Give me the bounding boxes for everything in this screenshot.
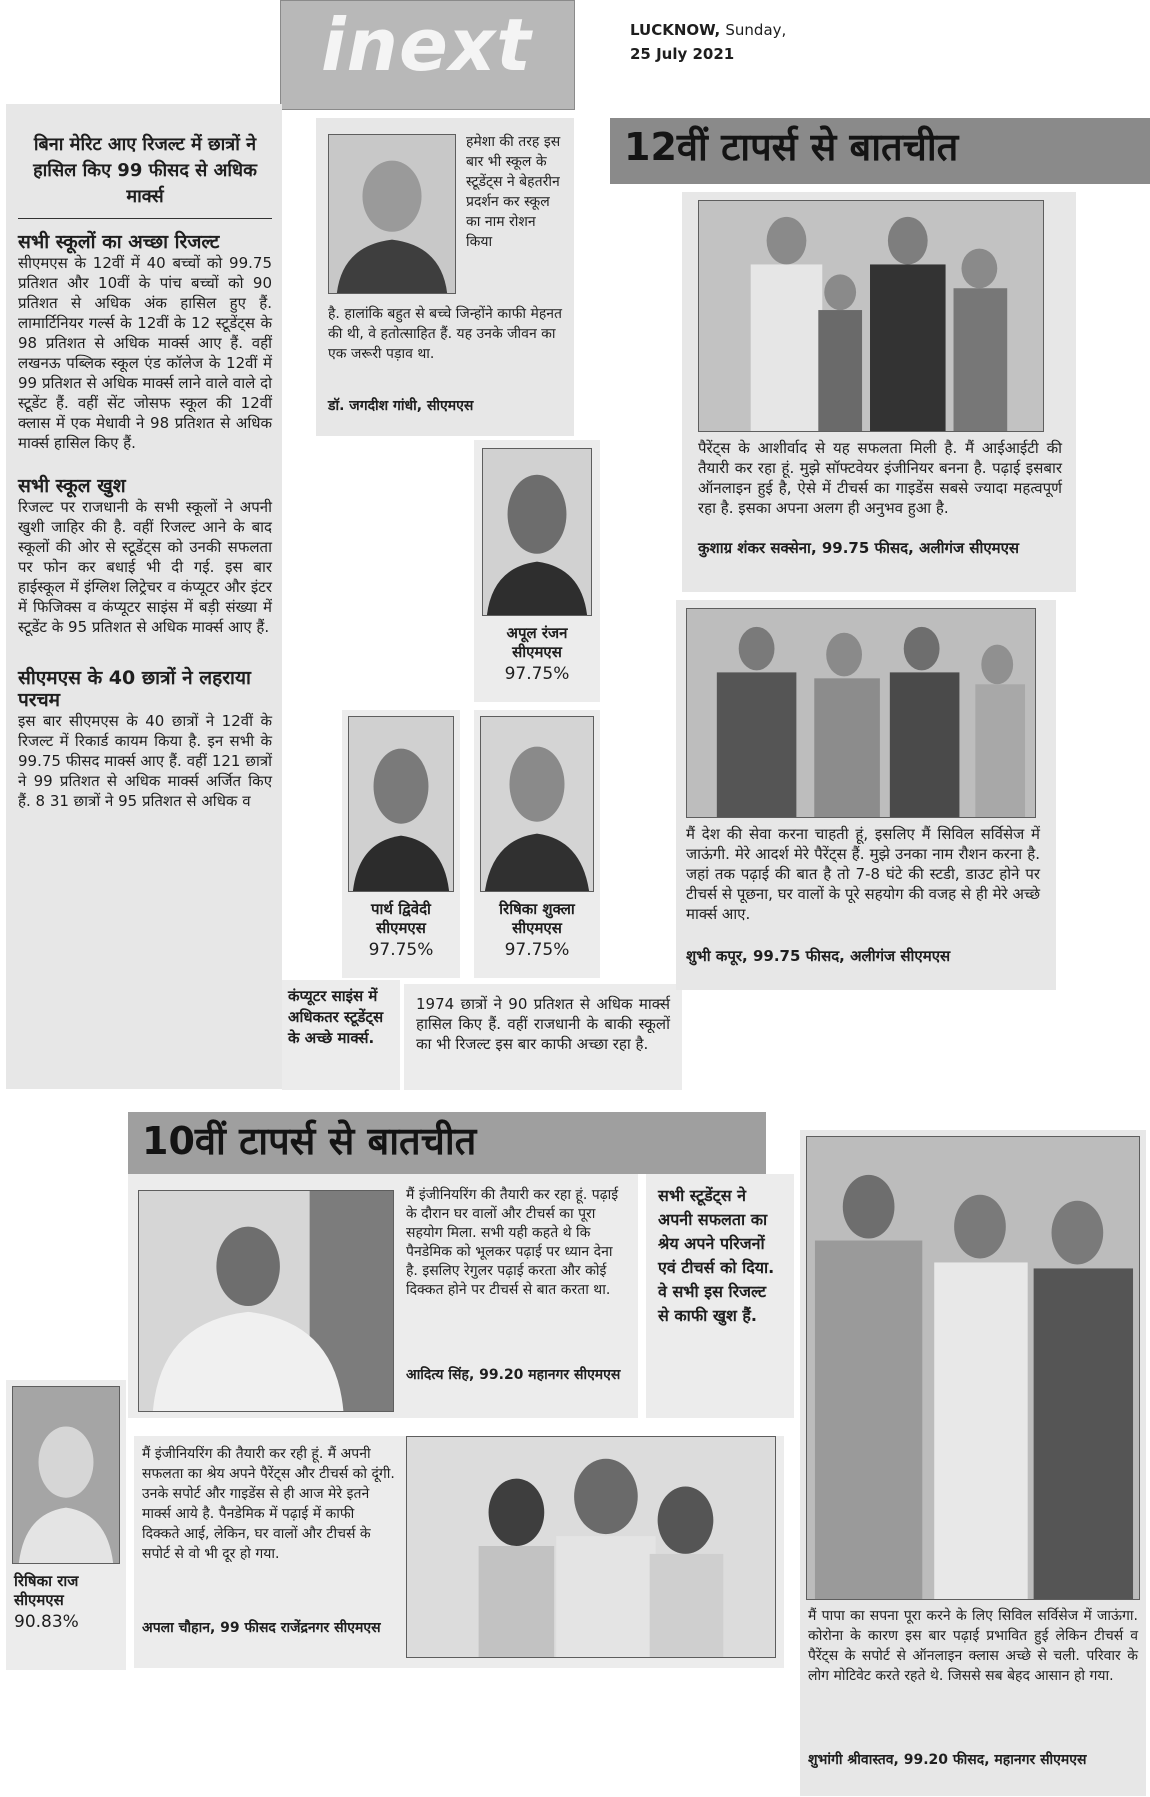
- aditya-photo: [138, 1190, 394, 1412]
- tenth-banner-text: 10वीं टापर्स से बातचीत: [142, 1119, 477, 1163]
- shubhangi-clipping: [800, 1130, 1146, 1796]
- apul-percent: 97.75%: [504, 664, 570, 684]
- parth-percent: 97.75%: [368, 940, 434, 960]
- left-section2-heading: सभी स्कूल खुश: [18, 475, 126, 497]
- gandhi-clipping: [316, 118, 574, 436]
- gandhi-side-text: हमेशा की तरह इस बार भी स्कूल के स्टूडेंट्स ने बेहतरीन प्रदर्शन कर स्कूल का नाम रोशन किया: [466, 134, 561, 250]
- apala-byline: अपला चौहान, 99 फीसद राजेंद्रनगर सीएमएस: [142, 1620, 381, 1636]
- apul-name: अपूल रंजन: [506, 624, 568, 642]
- apul-ranjan-caption: [474, 624, 600, 684]
- left-section1-heading: सभी स्कूलों का अच्छा रिजल्ट: [18, 231, 220, 253]
- gandhi-byline: डॉ. जगदीश गांधी, सीएमएस: [328, 398, 474, 414]
- dateline-city: LUCKNOW: [630, 21, 715, 39]
- left-column-clipping: [6, 104, 282, 1089]
- twelfth-banner-text: 12वीं टापर्स से बातचीत: [624, 125, 959, 169]
- aditya-byline: आदित्य सिंह, 99.20 महानगर सीएमएस: [406, 1367, 621, 1383]
- left-section1-text: सीएमएस के 12वीं में 40 बच्चों को 99.75 प्रतिशत और 10वीं के पांच बच्चों को 90 प्रतिशत से अधिक अंक हासिल हुए हैं. लामार्टिनियर गर्ल्स के 12वीं के 12 स्टूडेंट्स के 98 प्रतिशत से अधिक मार्क्स आए हैं. वहीं लखनऊ पब्लिक स्कूल एंड कॉलेज के 12वीं में 99 प्रतिशत से अधिक मार्क्स लाने वाले वाले दो स्टूडेंट हैं. वहीं सेंट जोसफ स्कूल की 12वीं क्लास में एक मेधावी ने 98 प्रतिशत से अधिक मार्क्स हासिल किए हैं.: [18, 254, 272, 452]
- shubhangi-family-photo: [806, 1136, 1140, 1600]
- shubhi-clipping: [676, 600, 1056, 990]
- rishika-shukla-school: सीएमएस: [512, 919, 562, 937]
- apul-ranjan-photo: [482, 448, 592, 616]
- parth-dwivedi-card: [342, 710, 460, 978]
- bottom-mid-text: 1974 छात्रों ने 90 प्रतिशत से अधिक मार्क्स हासिल किए हैं. वहीं राजधानी के बाकी स्कूलों का भी रिजल्ट इस बार काफी अच्छा रहा है.: [416, 995, 670, 1053]
- kushagra-clipping: [682, 192, 1076, 592]
- rishika-raj-name: रिषिका राज: [14, 1572, 79, 1590]
- gandhi-photo: [328, 134, 456, 294]
- logo-text: inext: [321, 3, 532, 87]
- inext-logo: [280, 0, 575, 110]
- parth-dwivedi-photo: [348, 716, 454, 892]
- left-section3-text: इस बार सीएमएस के 40 छात्रों ने 12वीं के रिजल्ट में रिकार्ड कायम किया है. इन सभी के 99.75 फीसद मार्क्स आए हैं. वहीं 121 छात्रों ने 99 प्रतिशत से अधिक मार्क्स अर्जित किए हैं. 8 31 छात्रों ने 95 प्रतिशत से अधिक व: [18, 712, 272, 810]
- apul-school: सीएमएस: [512, 643, 562, 661]
- rishika-raj-school: सीएमएस: [14, 1591, 64, 1609]
- parth-school: सीएमएस: [376, 919, 426, 937]
- rishika-shukla-card: [474, 710, 600, 978]
- tenth-toppers-banner: [128, 1112, 766, 1174]
- left-headline: बिना मेरिट आए रिजल्ट में छात्रों ने हासिल किए 99 फीसद से अधिक मार्क्स: [33, 134, 257, 207]
- apala-family-photo: [406, 1436, 776, 1658]
- left-section2-text: रिजल्ट पर राजधानी के सभी स्कूलों ने अपनी खुशी जाहिर की है. वहीं रिजल्ट आने के बाद स्कूलों की ओर से स्टूडेंट्स को उनकी सफलता पर फोन कर बधाई भी दी गई. इस बार हाईस्कूल में इंग्लिश लिट्रेचर व कंप्यूटर और इंटर में फिजिक्स व कंप्यूटर साइंस में बड़ी संख्या में स्टूडेंट के 95 प्रतिशत से अधिक मार्क्स आए हैं.: [18, 498, 272, 636]
- parth-caption: [342, 900, 460, 960]
- rishika-raj-photo: [12, 1386, 120, 1564]
- twelfth-toppers-banner: [610, 118, 1150, 184]
- rishika-raj-caption: [6, 1572, 126, 1632]
- shubhi-family-photo: [686, 608, 1036, 818]
- rishika-shukla-percent: 97.75%: [504, 940, 570, 960]
- apul-ranjan-card: [474, 440, 600, 702]
- shubhangi-quote: मैं पापा का सपना पूरा करने के लिए सिविल सर्विसेज में जाऊंगा. कोरोना के कारण इस बार पढ़ाई प्रभावित हुई लेकिन टीचर्स व पैरेंट्स के सपोर्ट से ऑनलाइन क्लास अच्छे से चली. परिवार के लोग मोटिवेट करते रहते थे. जिससे सब बेहद आसान हो गया.: [808, 1608, 1138, 1684]
- parth-name: पार्थ द्विवेदी: [371, 900, 431, 918]
- kushagra-family-photo: [698, 200, 1044, 432]
- dateline-date: 25 July 2021: [630, 45, 735, 63]
- shubhi-byline: शुभी कपूर, 99.75 फीसद, अलीगंज सीएमएस: [686, 947, 951, 965]
- aditya-clipping: [128, 1174, 638, 1418]
- computer-science-note: [282, 980, 400, 1090]
- students-credit-text: सभी स्टूडेंट्स ने अपनी सफलता का श्रेय अपने परिजनों एवं टीचर्स को दिया. वे सभी इस रिजल्ट से काफी खुश हैं.: [658, 1186, 775, 1325]
- bottom-mid-clipping: [404, 984, 682, 1090]
- apala-clipping: [134, 1436, 784, 1668]
- rishika-raj-card: [6, 1380, 126, 1670]
- shubhi-quote: मैं देश की सेवा करना चाहती हूं, इसलिए मैं सिविल सर्विसेज में जाऊंगी. मेरे आदर्श मेरे पैरेंट्स हैं. मुझे उनका नाम रौशन करना है. जहां तक पढ़ाई की बात है तो 7-8 घंटे की स्टडी, डाउट होने पर टीचर्स से पूछना, घर वालों के पूरे सहयोग की वजह से ही मेरे अच्छे मार्क्स आए.: [686, 825, 1040, 923]
- dateline: LUCKNOW, Sunday, 25 July 2021: [630, 21, 787, 63]
- rishika-shukla-name: रिषिका शुक्ला: [499, 900, 575, 918]
- headline-rule: [18, 218, 272, 219]
- rishika-shukla-photo: [480, 716, 594, 892]
- shubhangi-byline: शुभांगी श्रीवास्तव, 99.20 फीसद, महानगर सीएमएस: [808, 1752, 1087, 1768]
- computer-note-text: कंप्यूटर साइंस में अधिकतर स्टूडेंट्स के अच्छे मार्क्स.: [288, 987, 384, 1047]
- rishika-shukla-caption: [474, 900, 600, 960]
- aditya-quote: मैं इंजीनियरिंग की तैयारी कर रहा हूं. पढ़ाई के दौरान घर वालों और टीचर्स का पूरा सहयोग मिला. सभी यही कहते थे कि पैनडेमिक को भूलकर पढ़ाई पर ध्यान देना है. इसलिए रेगुलर पढ़ाई करता और कोई दिक्कत होने पर टीचर्स से बात करता था.: [406, 1187, 619, 1298]
- kushagra-byline: कुशाग्र शंकर सक्सेना, 99.75 फीसद, अलीगंज सीएमएस: [698, 539, 1020, 557]
- left-section3-heading: सीएमएस के 40 छात्रों ने लहराया परचम: [18, 667, 251, 711]
- students-credit-note: [646, 1174, 794, 1418]
- dateline-day: Sunday,: [725, 21, 787, 39]
- gandhi-bottom-text: है. हालांकि बहुत से बच्चे जिन्होंने काफी मेहनत की थी, वे हतोत्साहित हैं. यह उनके जीवन का एक जरूरी पड़ाव था.: [328, 306, 563, 362]
- rishika-raj-percent: 90.83%: [14, 1612, 79, 1632]
- apala-quote: मैं इंजीनियरिंग की तैयारी कर रही हूं. मैं अपनी सफलता का श्रेय अपने पैरेंट्स और टीचर्स को दूंगी. उनके सपोर्ट और गाइडेंस से ही आज मेरे इतने मार्क्स आये है. पैनडेमिक में पढ़ाई में काफी दिक्कते आई, लेकिन, घर वालों और टीचर्स के सपोर्ट से वो भी दूर हो गया.: [142, 1446, 395, 1562]
- kushagra-quote: पैरेंट्स के आशीर्वाद से यह सफलता मिली है. मैं आईआईटी की तैयारी कर रहा हूं. मुझे सॉफ्टवेयर इंजीनियर बनना है. पढ़ाई इसबार ऑनलाइन हुई है, ऐसे में टीचर्स का गाइडेंस सबसे ज्यादा महत्वपूर्ण रहा है. इसका अपना अलग ही अनुभव हुआ है.: [698, 439, 1062, 517]
